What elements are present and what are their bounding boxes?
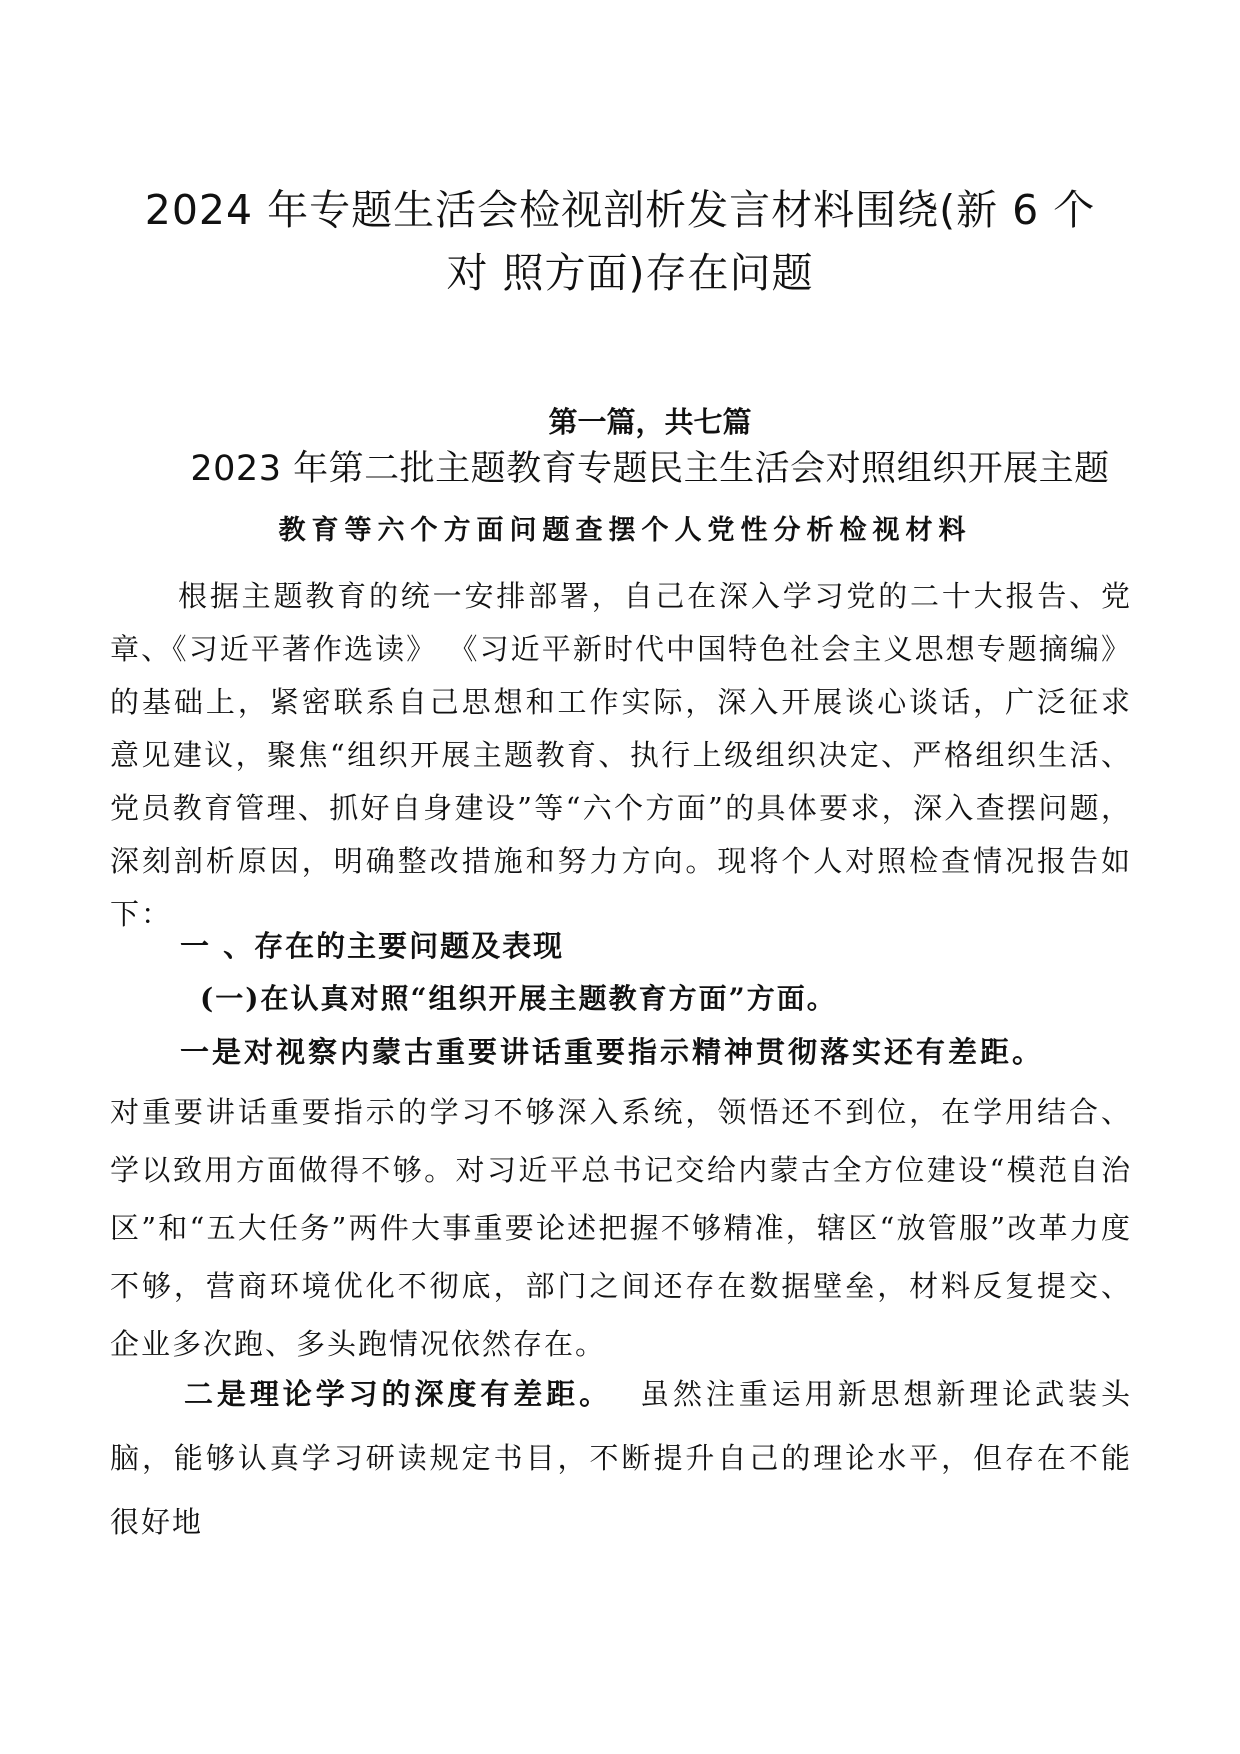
part-label: 第一篇，共七篇 <box>548 405 752 439</box>
point-2-paragraph <box>110 1362 1132 1554</box>
document-title-line-2: 对 照方面)存在问题 <box>446 249 814 297</box>
point-2-lead: 二是理论学习的深度有差距。 <box>184 1377 613 1411</box>
part-heading-line-2: 教育等六个方面问题查摆个人党性分析检视材料 <box>278 515 972 546</box>
point-2-text: 虽然注重运用新思想新理论武装头脑，能够认真学习研读规定书目，不断提升自己的理论水平，但存在不能很好地 <box>110 1377 1132 1539</box>
part-heading-line-1: 2023 年第二批主题教育专题民主生活会对照组织开展主题 <box>190 449 1110 489</box>
point-1-paragraph: 对重要讲话重要指示的学习不够深入系统，领悟还不到位，在学用结合、学以致用方面做得不够。对习近平总书记交给内蒙古全方位建设“模范自治区”和“五大任务”两件大事重要论述把握不够精准，辖区“放管服”改革力度不够，营商环境优化不彻底，部门之间还存在数据壁垒，材料反复提交、企业多次跑、多头跑情况依然存在。 <box>110 1095 1132 1361</box>
subsection-heading: (一)在认真对照“组织开展主题教育方面”方面。 <box>200 982 837 1015</box>
intro-paragraph: 根据主题教育的统一安排部署，自己在深入学习党的二十大报告、党章、《习近平著作选读》 《习近平新时代中国特色社会主义思想专题摘编》的基础上，紧密联系自己思想和工作实际，深入开展谈心谈话，广泛征求意见建议，聚焦“组织开展主题教育、执行上级组织决定、严格组织生活、党员教育管理、抓好自身建设”等“六个方面”的具体要求，深入查摆问题，深刻剖析原因，明确整改措施和努力方向。现将个人对照检查情况报告如下： <box>110 579 1132 931</box>
point-1-lead: 一是对视察内蒙古重要讲话重要指示精神贯彻落实还有差距。 <box>180 1035 1045 1069</box>
document-title-line-1: 2024 年专题生活会检视剖析发言材料围绕(新 6 个 <box>144 186 1096 234</box>
section-heading: 一 、存在的主要问题及表现 <box>180 929 565 963</box>
